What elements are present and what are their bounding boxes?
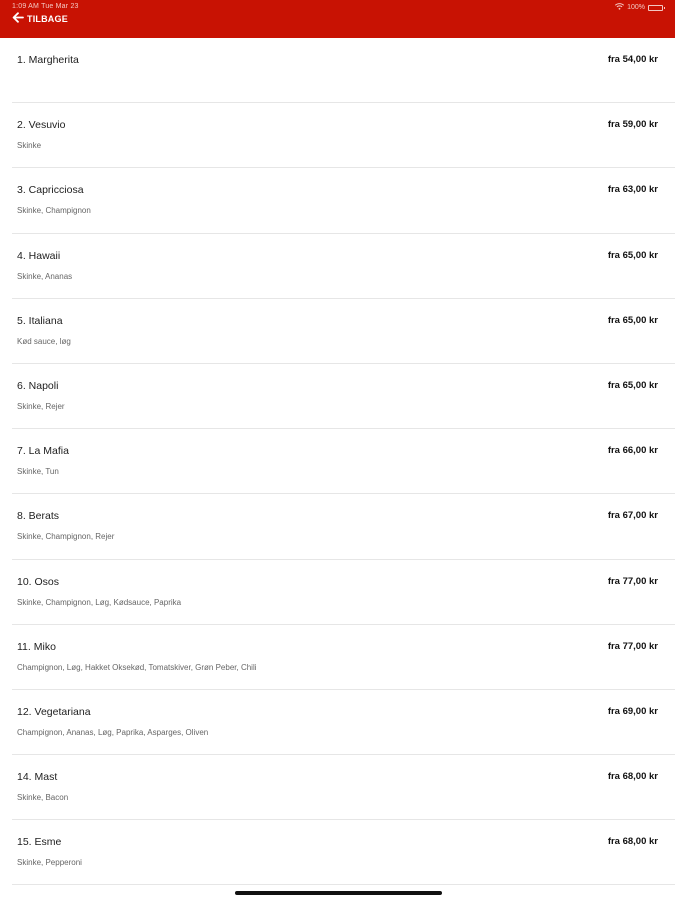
menu-item-price: fra 65,00 kr [607,314,658,326]
menu-item-name: 14. Mast [17,771,58,784]
menu-item-description: Skinke, Tun [17,467,59,477]
back-label: TILBAGE [27,14,68,24]
menu-item-price: fra 68,00 kr [607,771,658,783]
menu-item-price: fra 77,00 kr [607,575,658,587]
menu-item[interactable] [12,168,675,233]
menu-item[interactable] [12,755,675,820]
menu-item-name: 12. Vegetariana [17,705,91,718]
menu-item-name: 2. Vesuvio [17,119,66,132]
menu-item-name: 7. La Mafia [17,445,69,458]
menu-item-price: fra 54,00 kr [607,54,658,65]
menu-item[interactable] [12,625,675,690]
menu-item-name: 15. Esme [17,836,62,849]
status-time-date: 1:09 AM Tue Mar 23 [12,3,79,10]
menu-item[interactable] [12,690,675,755]
menu-item-name: 1. Margherita [17,54,79,66]
top-bar [0,0,675,38]
menu-item-price: fra 63,00 kr [607,184,658,196]
battery-percentage: 100% [627,4,645,11]
menu-item[interactable] [12,299,675,364]
menu-item-name: 6. Napoli [17,379,59,392]
menu-item-name: 10. Osos [17,575,60,588]
status-indicators [615,3,663,12]
back-button[interactable] [12,12,68,26]
menu-item-description: Skinke, Rejer [17,401,65,411]
menu-item-name: 8. Berats [17,510,60,523]
menu-item[interactable] [12,364,675,429]
menu-item-price: fra 66,00 kr [607,445,658,457]
menu-item-description: Skinke, Champignon, Rejer [17,532,115,542]
menu-item-price: fra 77,00 kr [607,640,658,652]
menu-item-description: Champignon, Løg, Hakket Oksekød, Tomatskiver, Grøn Peber, Chili [17,662,257,672]
menu-item-name: 11. Miko [17,640,56,653]
menu-item[interactable] [12,560,675,625]
menu-item-description: Skinke, Champignon [17,206,91,216]
menu-item-description: Skinke [17,141,42,151]
menu-item[interactable] [12,234,675,299]
arrow-left-icon [12,10,24,28]
menu-item[interactable] [12,103,675,168]
menu-item[interactable] [12,494,675,559]
menu-item-description: Skinke, Ananas [17,271,73,281]
menu-item-name: 4. Hawaii [17,249,61,262]
menu-item-name: 5. Italiana [17,314,63,327]
menu-item-description: Skinke, Champignon, Løg, Kødsauce, Paprika [17,597,182,607]
menu-item-price: fra 59,00 kr [607,119,658,131]
menu-item-price: fra 68,00 kr [607,836,658,848]
menu-list [0,38,675,885]
menu-item-description: Skinke, Bacon [17,793,69,803]
menu-item[interactable] [12,429,675,494]
battery-icon [648,5,663,11]
menu-item-price: fra 67,00 kr [607,510,658,522]
menu-item-price: fra 65,00 kr [607,379,658,391]
wifi-icon [615,3,624,12]
home-indicator[interactable] [235,891,442,895]
menu-item[interactable] [12,38,675,103]
menu-item-description: Skinke, Pepperoni [17,858,82,868]
menu-item-price: fra 65,00 kr [607,249,658,261]
menu-item-price: fra 69,00 kr [607,705,658,717]
menu-item-description: Champignon, Ananas, Løg, Paprika, Asparges, Oliven [17,727,209,737]
menu-item[interactable] [12,820,675,885]
menu-item-name: 3. Capricciosa [17,184,84,197]
menu-item-description: Kød sauce, løg [17,336,71,346]
